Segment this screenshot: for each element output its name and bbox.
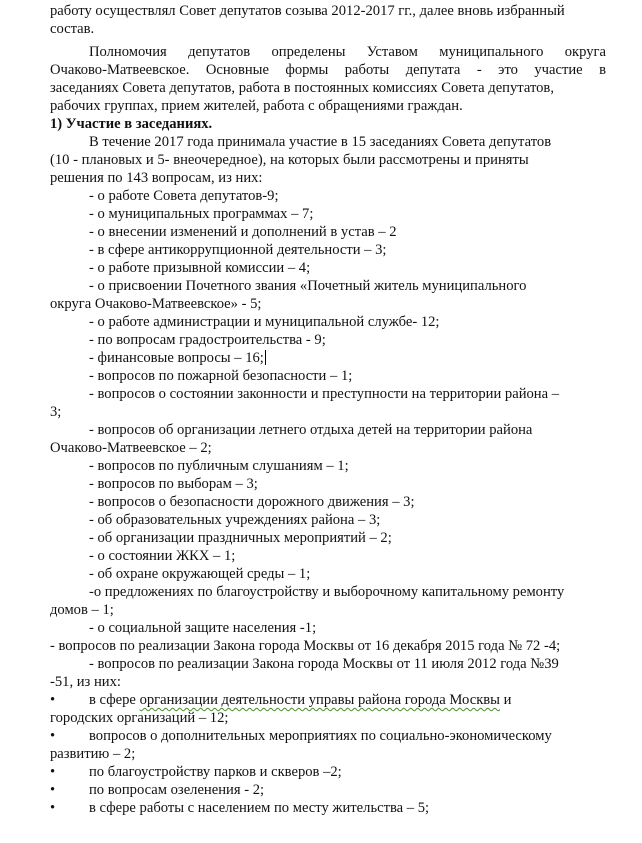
bullet-icon: • [50, 692, 56, 708]
text-line: Полномочия депутатов определены Уставом муниципального округа [89, 44, 606, 60]
list-item: - о работе призывной комиссии – 4; [89, 260, 311, 276]
list-item-continuation: -51, из них: [50, 674, 121, 690]
text-line: рабочих группах, прием жителей, работа с обращениями граждан. [50, 98, 463, 114]
bullet-item: по благоустройству парков и скверов –2; [89, 764, 342, 780]
bullet-icon: • [50, 800, 56, 816]
list-item: - вопросов по публичным слушаниям – 1; [89, 458, 349, 474]
list-item: - о муниципальных программах – 7; [89, 206, 314, 222]
text-line: (10 - плановых и 5- внеочередное), на которых были рассмотрены и приняты [50, 152, 529, 168]
list-item: - вопросов о безопасности дорожного движения – 3; [89, 494, 415, 510]
list-item: - о присвоении Почетного звания «Почетный житель муниципального [89, 278, 527, 294]
text-line: работу осуществлял Совет депутатов созыва 2012-2017 гг., далее вновь избранный [50, 3, 565, 19]
bullet-item-continuation: городских организаций – 12; [50, 710, 229, 726]
text-line: решения по 143 вопросам, из них: [50, 170, 263, 186]
bullet-icon: • [50, 782, 56, 798]
list-item: - о состоянии ЖКХ – 1; [89, 548, 236, 564]
section-heading: 1) Участие в заседаниях. [50, 116, 213, 132]
list-item-continuation: Очаково-Матвеевское – 2; [50, 440, 212, 456]
bullet-item [89, 691, 511, 709]
list-item: - об образовательных учреждениях района – 3; [89, 512, 381, 528]
text-line: заседаниях Совета депутатов, работа в постоянных комиссиях Совета депутатов, [50, 80, 554, 96]
list-item: -о предложениях по благоустройству и выборочному капитальному ремонту [89, 584, 565, 600]
list-item: - вопросов по реализации Закона города Москвы от 11 июля 2012 года №39 [89, 656, 559, 672]
list-item: - об организации праздничных мероприятий – 2; [89, 530, 392, 546]
bullet-text: и [499, 692, 512, 708]
list-item: - о внесении изменений и дополнений в устав – 2 [89, 224, 397, 240]
list-item: - об охране окружающей среды – 1; [89, 566, 311, 582]
list-item: - по вопросам градостроительства - 9; [89, 332, 326, 348]
bullet-item: по вопросам озеленения - 2; [89, 782, 265, 798]
list-item: - вопросов по выборам – 3; [89, 476, 258, 492]
list-item: - вопросов по пожарной безопасности – 1; [89, 368, 353, 384]
text-line: В течение 2017 года принимала участие в 15 заседаниях Совета депутатов [89, 134, 552, 150]
bullet-icon: • [50, 764, 56, 780]
text-cursor [265, 350, 266, 365]
list-item: - о работе Совета депутатов-9; [89, 188, 279, 204]
list-item-continuation: домов – 1; [50, 602, 114, 618]
text-line: состав. [50, 21, 95, 37]
list-item-text: - финансовые вопросы – 16; [89, 350, 264, 366]
list-item-continuation: округа Очаково-Матвеевское» - 5; [50, 296, 262, 312]
list-item: - вопросов об организации летнего отдыха детей на территории района [89, 422, 533, 438]
list-item [89, 349, 266, 367]
bullet-text: в сфере [89, 692, 140, 708]
text-line: Очаково-Матвеевское. Основные формы работы депутата - это участие в [50, 62, 606, 78]
bullet-item: вопросов о дополнительных мероприятиях по социально-экономическому [89, 728, 552, 744]
list-item: - о работе администрации и муниципальной службе- 12; [89, 314, 440, 330]
list-item: - вопросов по реализации Закона города Москвы от 16 декабря 2015 года № 72 -4; [50, 638, 561, 654]
list-item: - о социальной защите населения -1; [89, 620, 317, 636]
list-item: - вопросов о состоянии законности и преступности на территории района – [89, 386, 560, 402]
bullet-icon: • [50, 728, 56, 744]
list-item: - в сфере антикоррупционной деятельности – 3; [89, 242, 387, 258]
spellcheck-underlined-text: организации деятельности управы района города Москвы [139, 692, 500, 708]
bullet-item: в сфере работы с населением по месту жительства – 5; [89, 800, 430, 816]
bullet-item-continuation: развитию – 2; [50, 746, 136, 762]
list-item-continuation: 3; [50, 404, 62, 420]
